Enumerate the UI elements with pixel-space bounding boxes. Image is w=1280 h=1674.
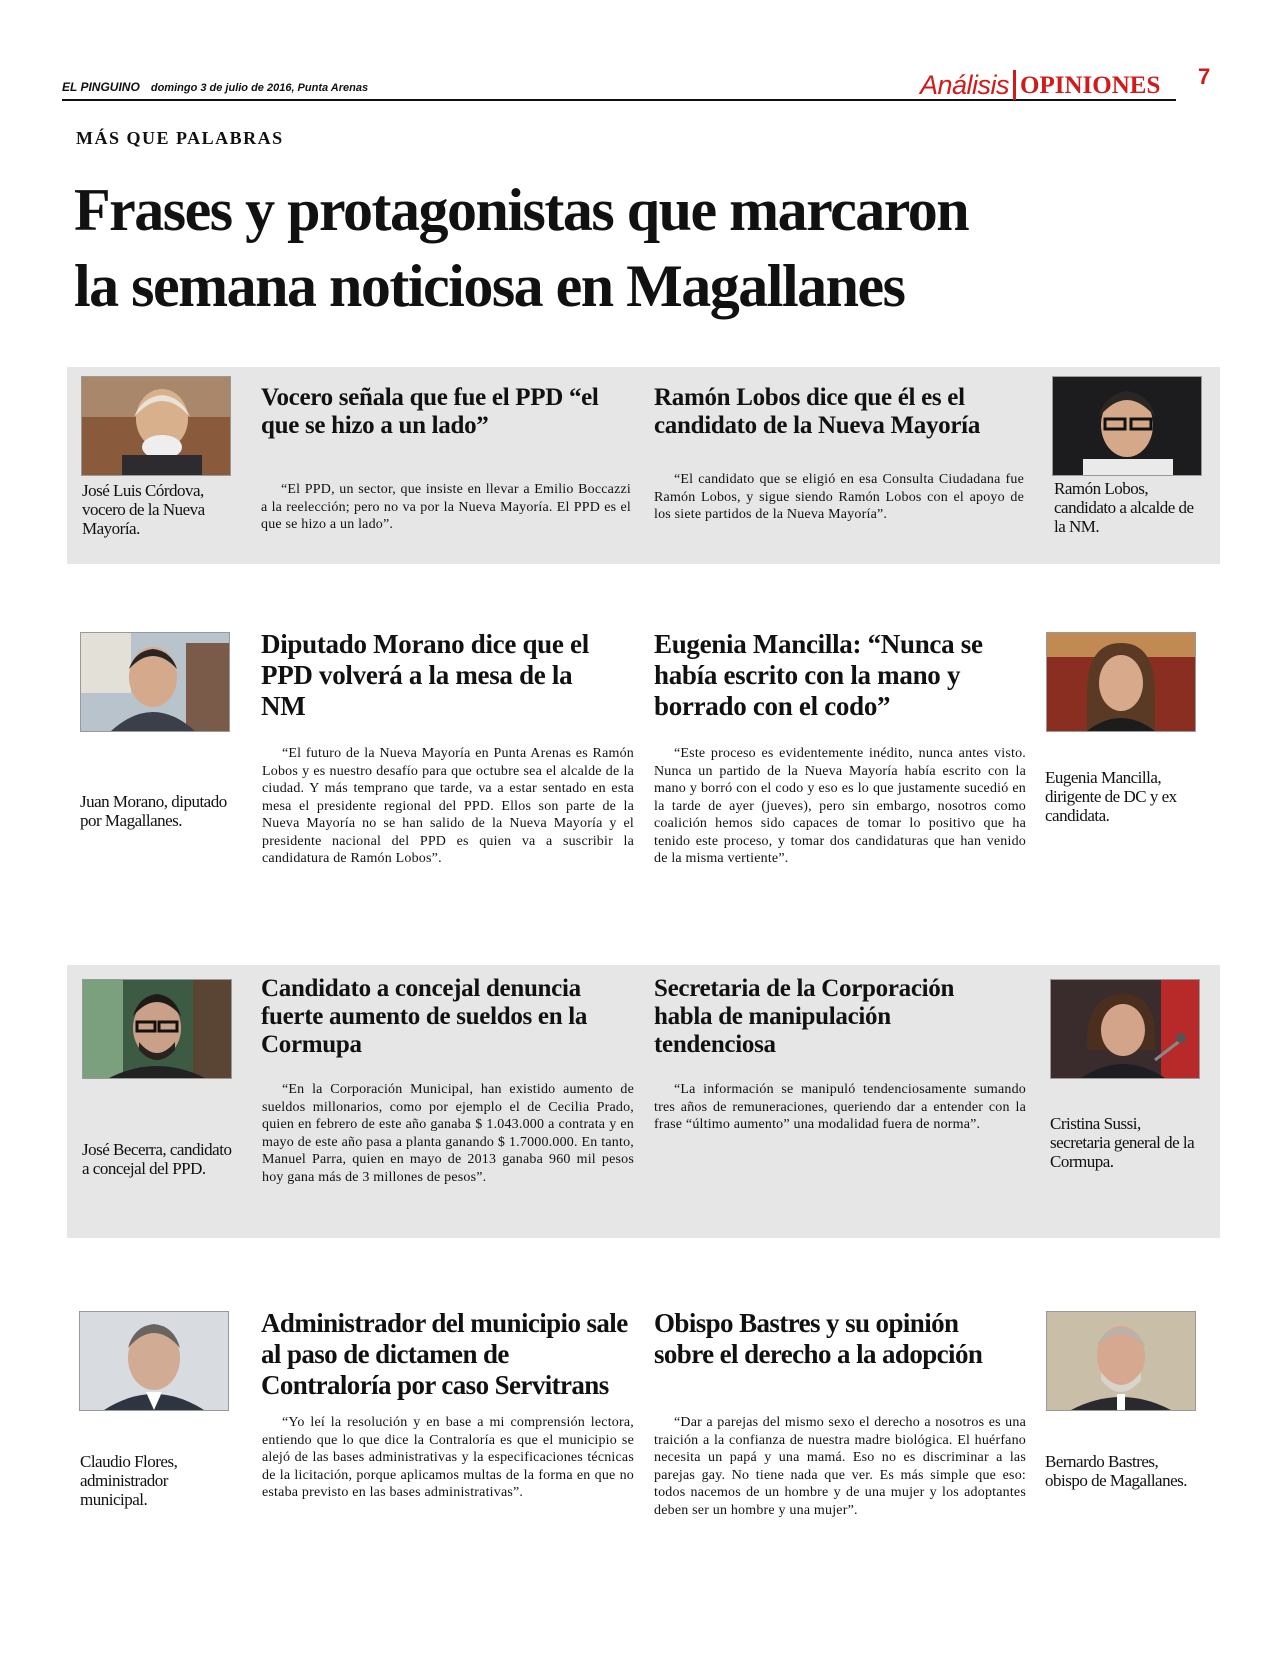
row-band-3	[67, 965, 1220, 1238]
story-title-8: Obispo Bastres y su opinión sobre el derecho a la adopción	[654, 1308, 983, 1369]
section-label	[920, 70, 1160, 100]
story-quote-5: “En la Corporación Municipal, han existido aumento de sueldos millonarios, como por ejemplo el de Cecilia Prado, quien en febrero de este año ganaba $ 1.043.000 a contrata y en mayo de este año pasa a planta ganando $ 1.7000.000. En tanto, Manuel Parra, quien en mayo de 2013 ganaba 960 mil pesos hoy gana más de 3 millones de pesos”.	[262, 1082, 634, 1185]
caption-6: Cristina Sussi, secretaria general de la Cormupa.	[1050, 1114, 1195, 1171]
section-analisis: Análisis	[920, 70, 1010, 100]
caption-2: Ramón Lobos, candidato a alcalde de la NM.	[1054, 479, 1194, 536]
story-quote-3: “El futuro de la Nueva Mayoría en Punta Arenas es Ramón Lobos y es nuestro desafío para que octubre sea el alcalde de la ciudad. Y más temprano que tarde, va a estar sentado en esta mesa el presidente regional del PPD. Ellos son parte de la Nueva Mayoría no se han salido de la Nueva Mayoría y el presidente nacional del PPD es quien va a suscribir la candidatura de Ramón Lobos”.	[262, 746, 634, 866]
story-title-4: Eugenia Mancilla: “Nunca se había escrito con la mano y borrado con el codo”	[654, 629, 983, 721]
caption-5: José Becerra, candidato a concejal del PPD.	[82, 1140, 232, 1178]
publication-name: EL PINGUINO	[62, 80, 140, 94]
date-line: domingo 3 de julio de 2016, Punta Arenas	[150, 82, 369, 94]
page-header	[62, 80, 662, 98]
photo-claudio-flores	[79, 1311, 229, 1411]
story-quote-8: “Dar a parejas del mismo sexo el derecho a nosotros es una traición a la confianza de nuestra madre biológica. El huérfano necesita un papá y una mamá. Eso no es discriminar a las parejas gay. No tiene nada que ver. Es más simple que eso: todos nacemos de un hombre y de una mujer y los adoptantes deben ser un hombre y una mujer”.	[654, 1415, 1026, 1518]
photo-jose-luis-cordova	[81, 376, 231, 476]
story-quote-4: “Este proceso es evidentemente inédito, nunca antes visto. Nunca un partido de la Nueva Mayoría había escrito con la mano y borró con el codo y eso es lo que justamente sucedió en la tarde de ayer (jueves), pero sin embargo, nosotros como coalición hemos sido capaces de tomar lo positivo que ha tenido este proceso, y tomar dos candidaturas que han venido de la misma vertiente”.	[654, 746, 1026, 866]
photo-bernardo-bastres	[1046, 1311, 1196, 1411]
headline-line-1: Frases y protagonistas que marcaron	[74, 177, 969, 243]
story-title-5: Candidato a concejal denuncia fuerte aumento de sueldos en la Cormupa	[261, 975, 588, 1058]
section-divider	[1013, 70, 1016, 100]
story-quote-7: “Yo leí la resolución y en base a mi comprensión lectora, entiendo que lo que dice la Contraloría es que el municipio se alejó de las bases administrativas y la especificaciones técnicas de la licitación, porque aplicamos multas de la forma en que no estaba previsto en las bases administrativas”.	[262, 1415, 634, 1500]
caption-8: Bernardo Bastres, obispo de Magallanes.	[1045, 1452, 1187, 1490]
main-headline	[74, 172, 1204, 324]
story-quote-6: “La información se manipuló tendenciosamente sumando tres años de remuneraciones, queriendo dar a entender con la frase “último aumento” una modalidad fuera de norma”.	[654, 1082, 1026, 1132]
photo-ramon-lobos	[1052, 376, 1202, 476]
caption-7: Claudio Flores, administrador municipal.	[80, 1452, 178, 1509]
story-title-3: Diputado Morano dice que el PPD volverá a la mesa de la NM	[261, 629, 589, 721]
story-title-7: Administrador del municipio sale al paso de dictamen de Contraloría por caso Servitrans	[261, 1308, 628, 1400]
photo-eugenia-mancilla	[1046, 632, 1196, 732]
story-title-6: Secretaria de la Corporación habla de manipulación tendenciosa	[654, 975, 955, 1058]
headline-line-2: la semana noticiosa en Magallanes	[74, 253, 905, 319]
photo-juan-morano	[80, 632, 230, 732]
story-title-1: Vocero señala que fue el PPD “el que se hizo a un lado”	[261, 384, 599, 439]
kicker: MÁS QUE PALABRAS	[76, 128, 284, 148]
row-band-1	[67, 367, 1220, 564]
story-quote-2: “El candidato que se eligió en esa Consulta Ciudadana fue Ramón Lobos, y sigue siendo Ramón Lobos con el apoyo de los siete partidos de la Nueva Mayoría”.	[654, 472, 1024, 522]
page-number: 7	[1198, 64, 1211, 89]
caption-4: Eugenia Mancilla, dirigente de DC y ex candidata.	[1045, 768, 1177, 825]
photo-jose-becerra	[82, 979, 232, 1079]
section-opiniones: OPINIONES	[1020, 72, 1161, 99]
caption-3: Juan Morano, diputado por Magallanes.	[80, 792, 227, 830]
caption-1: José Luis Córdova, vocero de la Nueva Mayoría.	[82, 481, 205, 538]
story-quote-1: “El PPD, un sector, que insiste en llevar a Emilio Boccazzi a la reelección; pero no va por la Nueva Mayoría. El PPD es el que se hizo a un lado”.	[261, 482, 631, 532]
story-title-2: Ramón Lobos dice que él es el candidato de la Nueva Mayoría	[654, 384, 981, 439]
photo-cristina-sussi	[1050, 979, 1200, 1079]
